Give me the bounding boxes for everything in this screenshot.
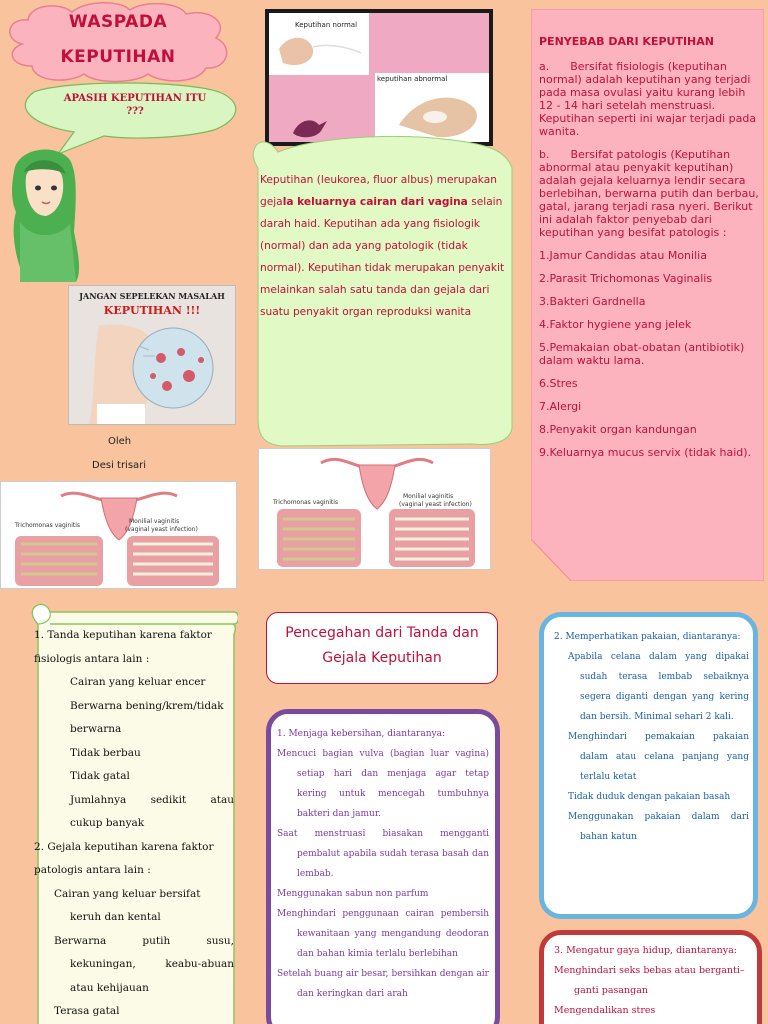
symptom-item: Berwarna bening/krem/tidak berwarna (70, 699, 224, 735)
symptom-word: sedikit (150, 793, 187, 806)
clothing-heading: 2. Memperhatikan pakaian, diantaranya: (554, 632, 741, 642)
vaginitis-diagram-left (0, 481, 237, 589)
prevention-title-box (266, 612, 498, 684)
photo-jangan-line1: JANGAN SEPELEKAN MASALAH (79, 291, 225, 301)
cause-item: 4.Faktor hygiene yang jelek (539, 318, 692, 331)
symptom-heading-2: 2. Gejala keputihan karena faktor patologis antara lain : (34, 840, 214, 876)
title-line-1: WASPADA (68, 12, 168, 32)
symptoms-content (34, 624, 234, 1024)
photo-jangan-sepelekan (68, 285, 236, 425)
cleanliness-heading: 1. Menjaga kebersihan, diantaranya: (277, 729, 446, 739)
abdomen-illustration (69, 286, 236, 425)
clothing-item: Menghindari pemakaian pakaian dalam atau celana panjang yang terlalu ketat (568, 732, 749, 782)
cleanliness-panel (266, 709, 500, 1024)
photo-jangan-line2: KEPUTIHAN !!! (103, 304, 201, 317)
lifestyle-panel (539, 930, 762, 1024)
symptom-item: keruh dan kental (70, 911, 161, 923)
cleanliness-item: Saat menstruasi biasakan mengganti pembalut apabila sudah terasa basah dan lembab. (277, 829, 489, 879)
clothing-item: Tidak duduk dengan pakaian basah (568, 792, 731, 802)
cleanliness-item: Setelah buang air besar, bersihkan dengan air dan keringkan dari arah (277, 969, 489, 999)
caption-normal: Keputihan normal (295, 21, 358, 29)
author-label: Oleh (108, 436, 132, 447)
symptom-item: Cairan yang keluar bersifat (54, 887, 201, 900)
prevention-title: Pencegahan dari Tanda dan Gejala Keputihan (285, 625, 479, 666)
cause-item: 2.Parasit Trichomonas Vaginalis (539, 272, 713, 285)
uterus-diagram (1, 482, 237, 589)
cleanliness-item: Mencuci bagian vulva (bagian luar vagina) setiap hari dan menjaga agar tetap kering untuk mencegah tumbuhnya bakteri dan jamur. (277, 749, 489, 819)
cause-title: PENYEBAB DARI KEPUTIHAN (539, 35, 714, 48)
symptom-item: Terasa gatal (54, 1005, 120, 1017)
symptom-word: putih (142, 934, 171, 947)
symptom-item-row (34, 930, 234, 954)
symptom-word: atau (210, 793, 234, 806)
cause-item: 6.Stres (539, 377, 578, 390)
cause-item: 1.Jamur Candidas atau Monilia (539, 249, 707, 262)
symptom-item: Tidak berbau (70, 746, 141, 759)
cause-item: 8.Penyakit organ kandungan (539, 423, 697, 436)
symptom-heading-1: 1. Tanda keputihan karena faktor fisiologis antara lain : (34, 629, 212, 665)
label-monilial-sub: (vaginal yeast infection) (125, 526, 198, 533)
symptom-item: Tidak gatal (70, 770, 130, 782)
definition-part2: selain darah haid. Keputihan ada yang fisiologik (normal) dan ada yang patologik (tidak normal). Keputihan tidak merupakan penyakit melainkan salah satu tanda dan gejala dari suatu penyakit organ reproduksi wanita (260, 196, 505, 318)
symptom-word: keabu-abuan (165, 958, 234, 970)
lifestyle-item: Mengendalikan stres (554, 1005, 656, 1016)
uterus-diagram-center (259, 449, 491, 570)
symptoms-panel (28, 600, 238, 1024)
clothing-item: Apabila celana dalam yang dipakai sudah terasa lembab sebaiknya segera diganti dengan yang kering dan bersih. Minimal sehari 2 kali. (568, 652, 749, 722)
photo-keputihan-normal-abnormal (265, 9, 493, 146)
definition-bold: la keluarnya cairan dari vagina (282, 196, 468, 208)
cause-item: 5.Pemakaian obat-obatan (antibiotik) dalam waktu lama. (539, 341, 745, 367)
symptom-item: atau kehijauan (70, 981, 149, 994)
clothing-panel (539, 612, 758, 919)
cause-item: 9.Keluarnya mucus servix (tidak haid). (539, 446, 752, 459)
cause-panel (531, 9, 764, 581)
clothing-item: Menggunakan pakaian dalam dari bahan katun (568, 812, 749, 842)
label-trichomonas-center: Trichomonas vaginitis (273, 499, 339, 506)
cause-para-b: b. Bersifat patologis (Keputihan abnormal atau penyakit keputihan) adalah gejala keluarnya lendir secara berlebihan, berwarna putih dan berbau, gatal, jarang terjadi rasa nyeri. Berikut ini adalah faktor penyebab dari keputihan yang besifat patologis : (539, 148, 759, 239)
lifestyle-item: Menghindari seks bebas atau berganti–ganti pasangan (554, 965, 745, 996)
symptom-word: kekuningan, (70, 958, 136, 970)
symptom-item: cukup banyak (70, 817, 145, 829)
cause-item: 3.Bakteri Gardnella (539, 295, 646, 308)
title-cloud (2, 0, 234, 84)
label-trichomonas: Trichomonas vaginitis (15, 522, 81, 529)
label-monilial-sub-center: (vaginal yeast infection) (399, 501, 472, 508)
label-monilial-center: Monilial vaginitis (403, 493, 454, 500)
author-name: Desi trisari (92, 460, 147, 471)
lifestyle-heading: 3. Mengatur gaya hidup, diantaranya: (554, 945, 738, 956)
symptom-item: Cairan yang keluar encer (70, 676, 206, 688)
label-monilial: Monilial vaginitis (129, 518, 180, 525)
definition-part1: Keputihan (leukorea, fluor albus) merupakan geja (260, 174, 497, 208)
definition-panel (252, 128, 514, 448)
title-line-2: KEPUTIHAN (60, 47, 176, 67)
symptom-word: Berwarna (54, 934, 107, 947)
symptom-word: susu, (206, 934, 234, 947)
symptom-item-row (34, 789, 234, 813)
cleanliness-item: Menghindari penggunaan cairan pembersih kewanitaan yang mengandung deodoran dan bahan kimia terlalu berlebihan (277, 909, 489, 959)
symptom-item-row (34, 953, 234, 977)
cause-para-a: a. Bersifat fisiologis (keputihan normal) adalah keputihan yang terjadi pada masa ovulasi yaitu kurang lebih 12 - 14 hari setelah menstruasi. Keputihan seperti ini wajar terjadi pada wanita. (539, 60, 757, 138)
speech-bubble-text: APASIH KEPUTIHAN ITU ??? (63, 93, 207, 117)
cause-item: 7.Alergi (539, 400, 582, 413)
caption-abnormal: keputihan abnormal (377, 75, 448, 83)
symptom-word: Jumlahnya (70, 793, 127, 806)
definition-text (260, 169, 506, 323)
vaginitis-diagram-center (258, 448, 491, 570)
cleanliness-item: Menggunakan sabun non parfum (277, 889, 429, 899)
hijab-girl-illustration (6, 142, 82, 282)
